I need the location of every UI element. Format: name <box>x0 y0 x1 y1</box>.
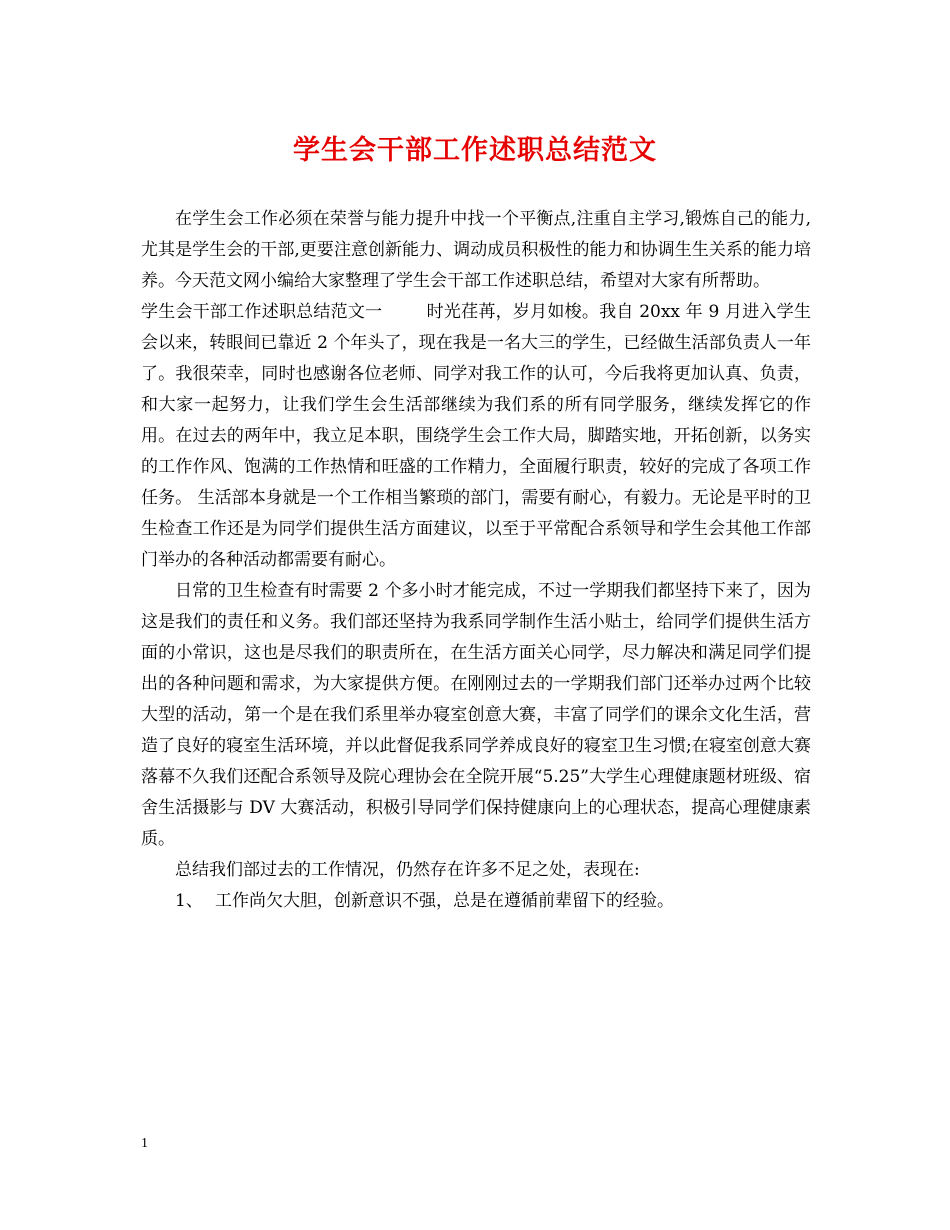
document-title: 学生会干部工作述职总结范文 <box>293 135 657 166</box>
page-number: 1 <box>141 1136 148 1151</box>
list-item-text: 工作尚欠大胆，创新意识不强，总是在遵循前辈留下的经验。 <box>215 891 674 911</box>
summary-paragraph: 总结我们部过去的工作情况，仍然存在许多不足之处，表现在: <box>175 860 640 880</box>
section-heading: 学生会干部工作述职总结范文一 <box>141 302 383 322</box>
list-item <box>141 886 811 917</box>
list-item-number: 1、 <box>175 891 203 911</box>
daily-paragraph: 日常的卫生检查有时需要 2 个多小时才能完成，不过一学期我们都坚持下来了，因为这是我们的责任和义务。我们部还坚持为我系同学制作生活小贴士，给同学们提供生活方面的小常识，这也是尽我们的职责所在，在生活方面关心同学，尽力解决和满足同学们提出的各种问题和需求，为大家提供方便。在刚刚过去的一学期我们部门还举办过两个比较大型的活动，第一个是在我们系里举办寝室创意大赛，丰富了同学们的课余文化生活，营造了良好的寝室生活环境，并以此督促我系同学养成良好的寝室卫生习惯;在寝室创意大赛落幕不久我们还配合系领导及院心理协会在全院开展“5.25”大学生心理健康题材班级、宿舍生活摄影与 DV 大赛活动，积极引导同学们保持健康向上的心理状态，提高心理健康素质。 <box>141 581 811 849</box>
section-paragraph <box>141 297 811 576</box>
document-body <box>141 204 811 917</box>
section-body: 时光荏苒，岁月如梭。我自 20xx 年 9 月进入学生会以来，转眼间已靠近 2 个年头了，现在我是一名大三的学生，已经做生活部负责人一年了。我很荣幸，同时也感谢各位老师、同学对我工作的认可，今后我将更加认真、负责，和大家一起努力，让我们学生会生活部继续为我们系的所有同学服务，继续发挥它的作用。在过去的两年中，我立足本职，围绕学生会工作大局，脚踏实地，开拓创新，以务实的工作作风、饱满的工作热情和旺盛的工作精力，全面履行职责，较好的完成了各项工作任务。 生活部本身就是一个工作相当繁琐的部门，需要有耐心，有毅力。无论是平时的卫生检查工作还是为同学们提供生活方面建议，以至于平常配合系领导和学生会其他工作部门举办的各种活动都需要有耐心。 <box>141 302 811 570</box>
intro-paragraph: 在学生会工作必须在荣誉与能力提升中找一个平衡点,注重自主学习,锻炼自己的能力,尤其是学生会的干部,更要注意创新能力、调动成员积极性的能力和协调生生关系的能力培养。今天范文网小编给大家整理了学生会干部工作述职总结，希望对大家有所帮助。 <box>141 209 811 291</box>
